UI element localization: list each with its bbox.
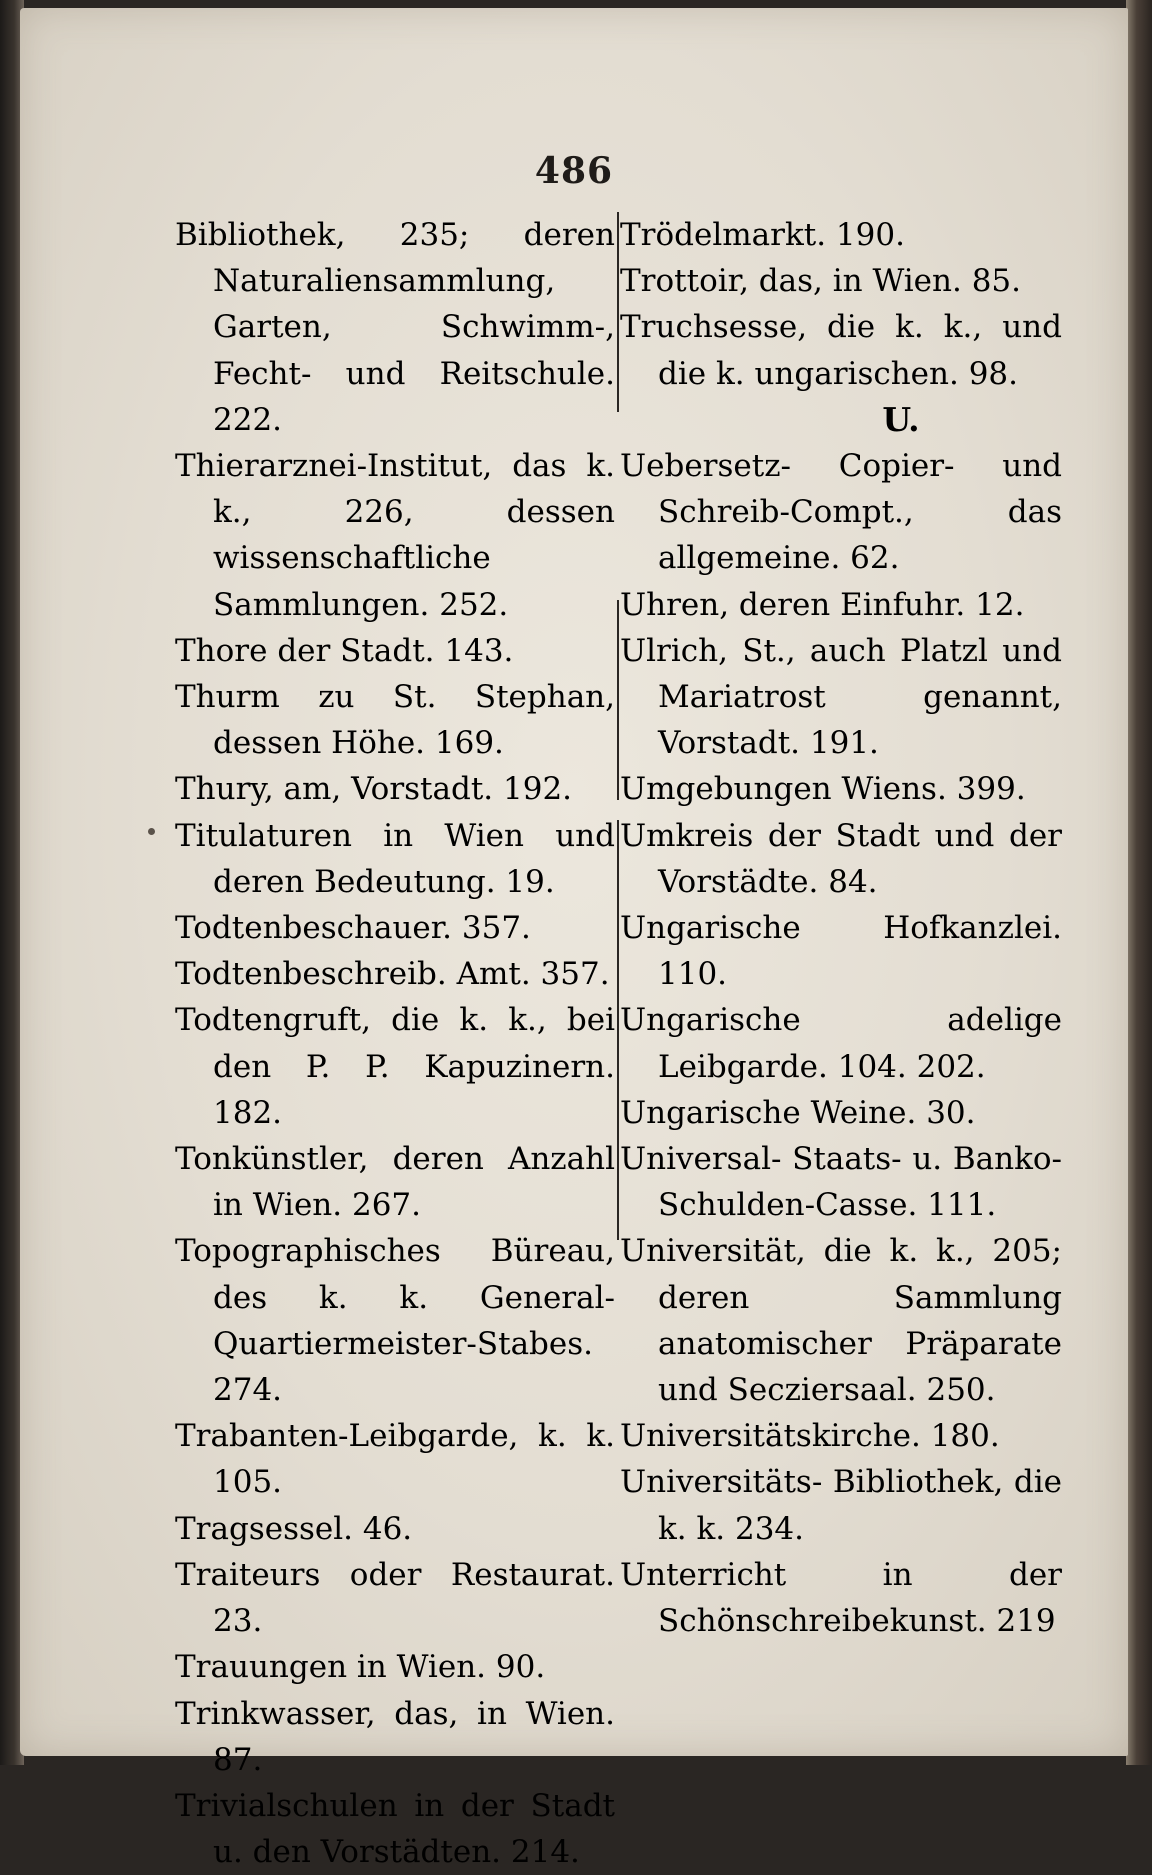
index-entry: Thury, am, Vorstadt. 192. — [175, 771, 573, 808]
index-entry: Tragsessel. 46. — [175, 1510, 413, 1547]
index-entry: Trauungen in Wien. 90. — [175, 1649, 546, 1686]
index-entry: Universitäts- Bibliothek, die k. k. 234. — [620, 1464, 1062, 1547]
index-entry: Ungarische Weine. 30. — [620, 1094, 976, 1131]
page-number: 486 — [534, 150, 614, 192]
index-entry: Universität, die k. k., 205; deren Sammlung anatomischer Präparate und Secziersaal. 250. — [620, 1233, 1062, 1409]
index-entry: Todtenbeschreib. Amt. 357. — [175, 956, 610, 993]
index-entry: Trottoir, das, in Wien. 85. — [620, 263, 1022, 300]
index-entry: Trinkwasser, das, in Wien. 87. — [175, 1695, 615, 1778]
index-entry: Todtengruft, die k. k., bei den P. P. Kapuzinern. 182. — [175, 1002, 615, 1131]
index-entry: Bibliothek, 235; deren Naturaliensammlung, Garten, Schwimm-, Fecht- und Reitschule. 222. — [175, 217, 615, 438]
column-divider-bottom — [617, 820, 619, 1240]
index-entry: Trivialschulen in der Stadt u. den Vorstädten. 214. — [175, 1787, 615, 1871]
index-entry: Thurm zu St. Stephan, dessen Höhe. 169. — [175, 679, 615, 762]
index-entry: Umkreis der Stadt und der Vorstädte. 84. — [620, 817, 1062, 900]
index-left-column — [175, 212, 615, 1875]
index-entry: Thore der Stadt. 143. — [175, 632, 514, 669]
index-entry: Tonkünstler, deren Anzahl in Wien. 267. — [175, 1141, 615, 1224]
index-entry: Uebersetz- Copier- und Schreib-Compt., das allgemeine. 62. — [620, 448, 1062, 577]
index-entry: Titulaturen in Wien und deren Bedeutung. 19. — [175, 817, 615, 900]
index-entry: Umgebungen Wiens. 399. — [620, 771, 1026, 808]
index-entry: Traiteurs oder Restaurat. 23. — [175, 1556, 615, 1640]
index-entry: Ungarische adelige Leibgarde. 104. 202. — [620, 1002, 1062, 1085]
index-entry: Ulrich, St., auch Platzl und Mariatrost genannt, Vorstadt. 191. — [620, 632, 1062, 762]
index-right-column — [620, 212, 1062, 1644]
page-fore-edge — [1126, 0, 1152, 1765]
column-divider-middle — [617, 600, 619, 800]
index-entry: Uhren, deren Einfuhr. 12. — [620, 586, 1025, 623]
ink-dot-mark — [148, 828, 155, 835]
index-entry: Topographisches Büreau, des k. k. General-Quartiermeister-Stabes. 274. — [175, 1233, 615, 1409]
index-entry: Todtenbeschauer. 357. — [175, 910, 531, 947]
section-letter-heading: U. — [882, 399, 920, 439]
index-entry: Trödelmarkt. 190. — [620, 217, 905, 253]
index-entry: Trabanten-Leibgarde, k. k. 105. — [175, 1418, 615, 1501]
index-entry: Ungarische Hofkanzlei. 110. — [620, 910, 1062, 993]
index-entry: Unterricht in der Schönschreibekunst. 219 — [620, 1556, 1062, 1640]
column-divider-top — [617, 212, 619, 412]
index-entry: Universal- Staats- u. Banko-Schulden-Casse. 111. — [620, 1141, 1062, 1224]
index-entry: Thierarznei-Institut, das k. k., 226, dessen wissenschaftliche Sammlungen. 252. — [175, 448, 615, 623]
index-entry: Universitätskirche. 180. — [620, 1418, 1000, 1455]
index-entry: Truchsesse, die k. k., und die k. ungarischen. 98. — [620, 309, 1062, 392]
